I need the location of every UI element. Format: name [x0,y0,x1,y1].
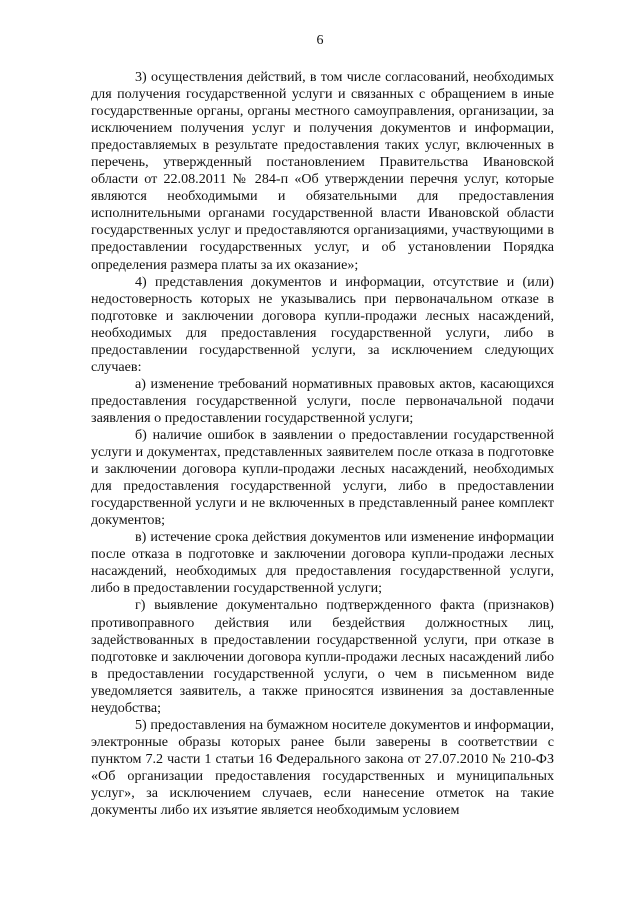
page-number: 6 [316,33,324,48]
paragraph-subitem-v: в) истечение срока действия документов или изменение информации после отказа в подготовке и заключении договора купли-продажи лесных насаждений, необходимых для предоставления государственной услуги, либо в предоставлении государственной услуги; [91,529,554,597]
paragraph-item-4: 4) представления документов и информации, отсутствие и (или) недостоверность которых не указывались при первоначальном отказе в подготовке и заключении договора купли-продажи лесных насаждений, необходимых для предоставления государственной услуги, либо в предоставлении государственной услуги, за исключением следующих случаев: [91,273,554,375]
paragraph-item-5: 5) предоставления на бумажном носителе документов и информации, электронные образы которых ранее были заверены в соответствии с пунктом 7.2 части 1 статьи 16 Федерального закона от 27.07.2010 № 210-ФЗ «Об организации предоставления государственных и муниципальных услуг», за исключением случаев, если нанесение отметок на такие документы либо их изъятие является необходимым условием [91,716,554,819]
paragraph-subitem-a: а) изменение требований нормативных правовых актов, касающихся предоставления государственной услуги, после первоначальной подачи заявления о предоставлении государственной услуги; [91,375,554,426]
document-body [91,69,554,819]
paragraph-subitem-b: б) наличие ошибок в заявлении о предоставлении государственной услуги и документах, представленных заявителем после отказа в подготовке и заключении договора купли-продажи лесных насаждений, необходимых для предоставления государственной услуги, либо в предоставлении государственной услуги и не включенных в представленный ранее комплект документов; [91,426,554,529]
paragraph-item-3: 3) осуществления действий, в том числе согласований, необходимых для получения государственной услуги и связанных с обращением в иные государственные органы, органы местного самоуправления, организации, за исключением получения услуг и получения документов и информации, предоставляемых в результате предоставления таких услуг, включенных в перечень, утвержденный постановлением Правительства Ивановской области от 22.08.2011 № 284-п «Об утверждении перечня услуг, которые являются необходимыми и обязательными для предоставления исполнительными органами государственной власти Ивановской области государственных услуг и предоставляются организациями, участвующими в предоставлении государственных услуг, и об установлении Порядка определения размера платы за их оказание»; [91,69,554,273]
paragraph-subitem-g: г) выявление документально подтвержденного факта (признаков) противоправного действия или бездействия должностных лиц, задействованных в предоставлении государственной услуги, при отказе в подготовке и заключении договора купли-продажи лесных насаждений либо в предоставлении государственной услуги, о чем в письменном виде уведомляется заявитель, а также приносятся извинения за доставленные неудобства; [91,597,554,716]
